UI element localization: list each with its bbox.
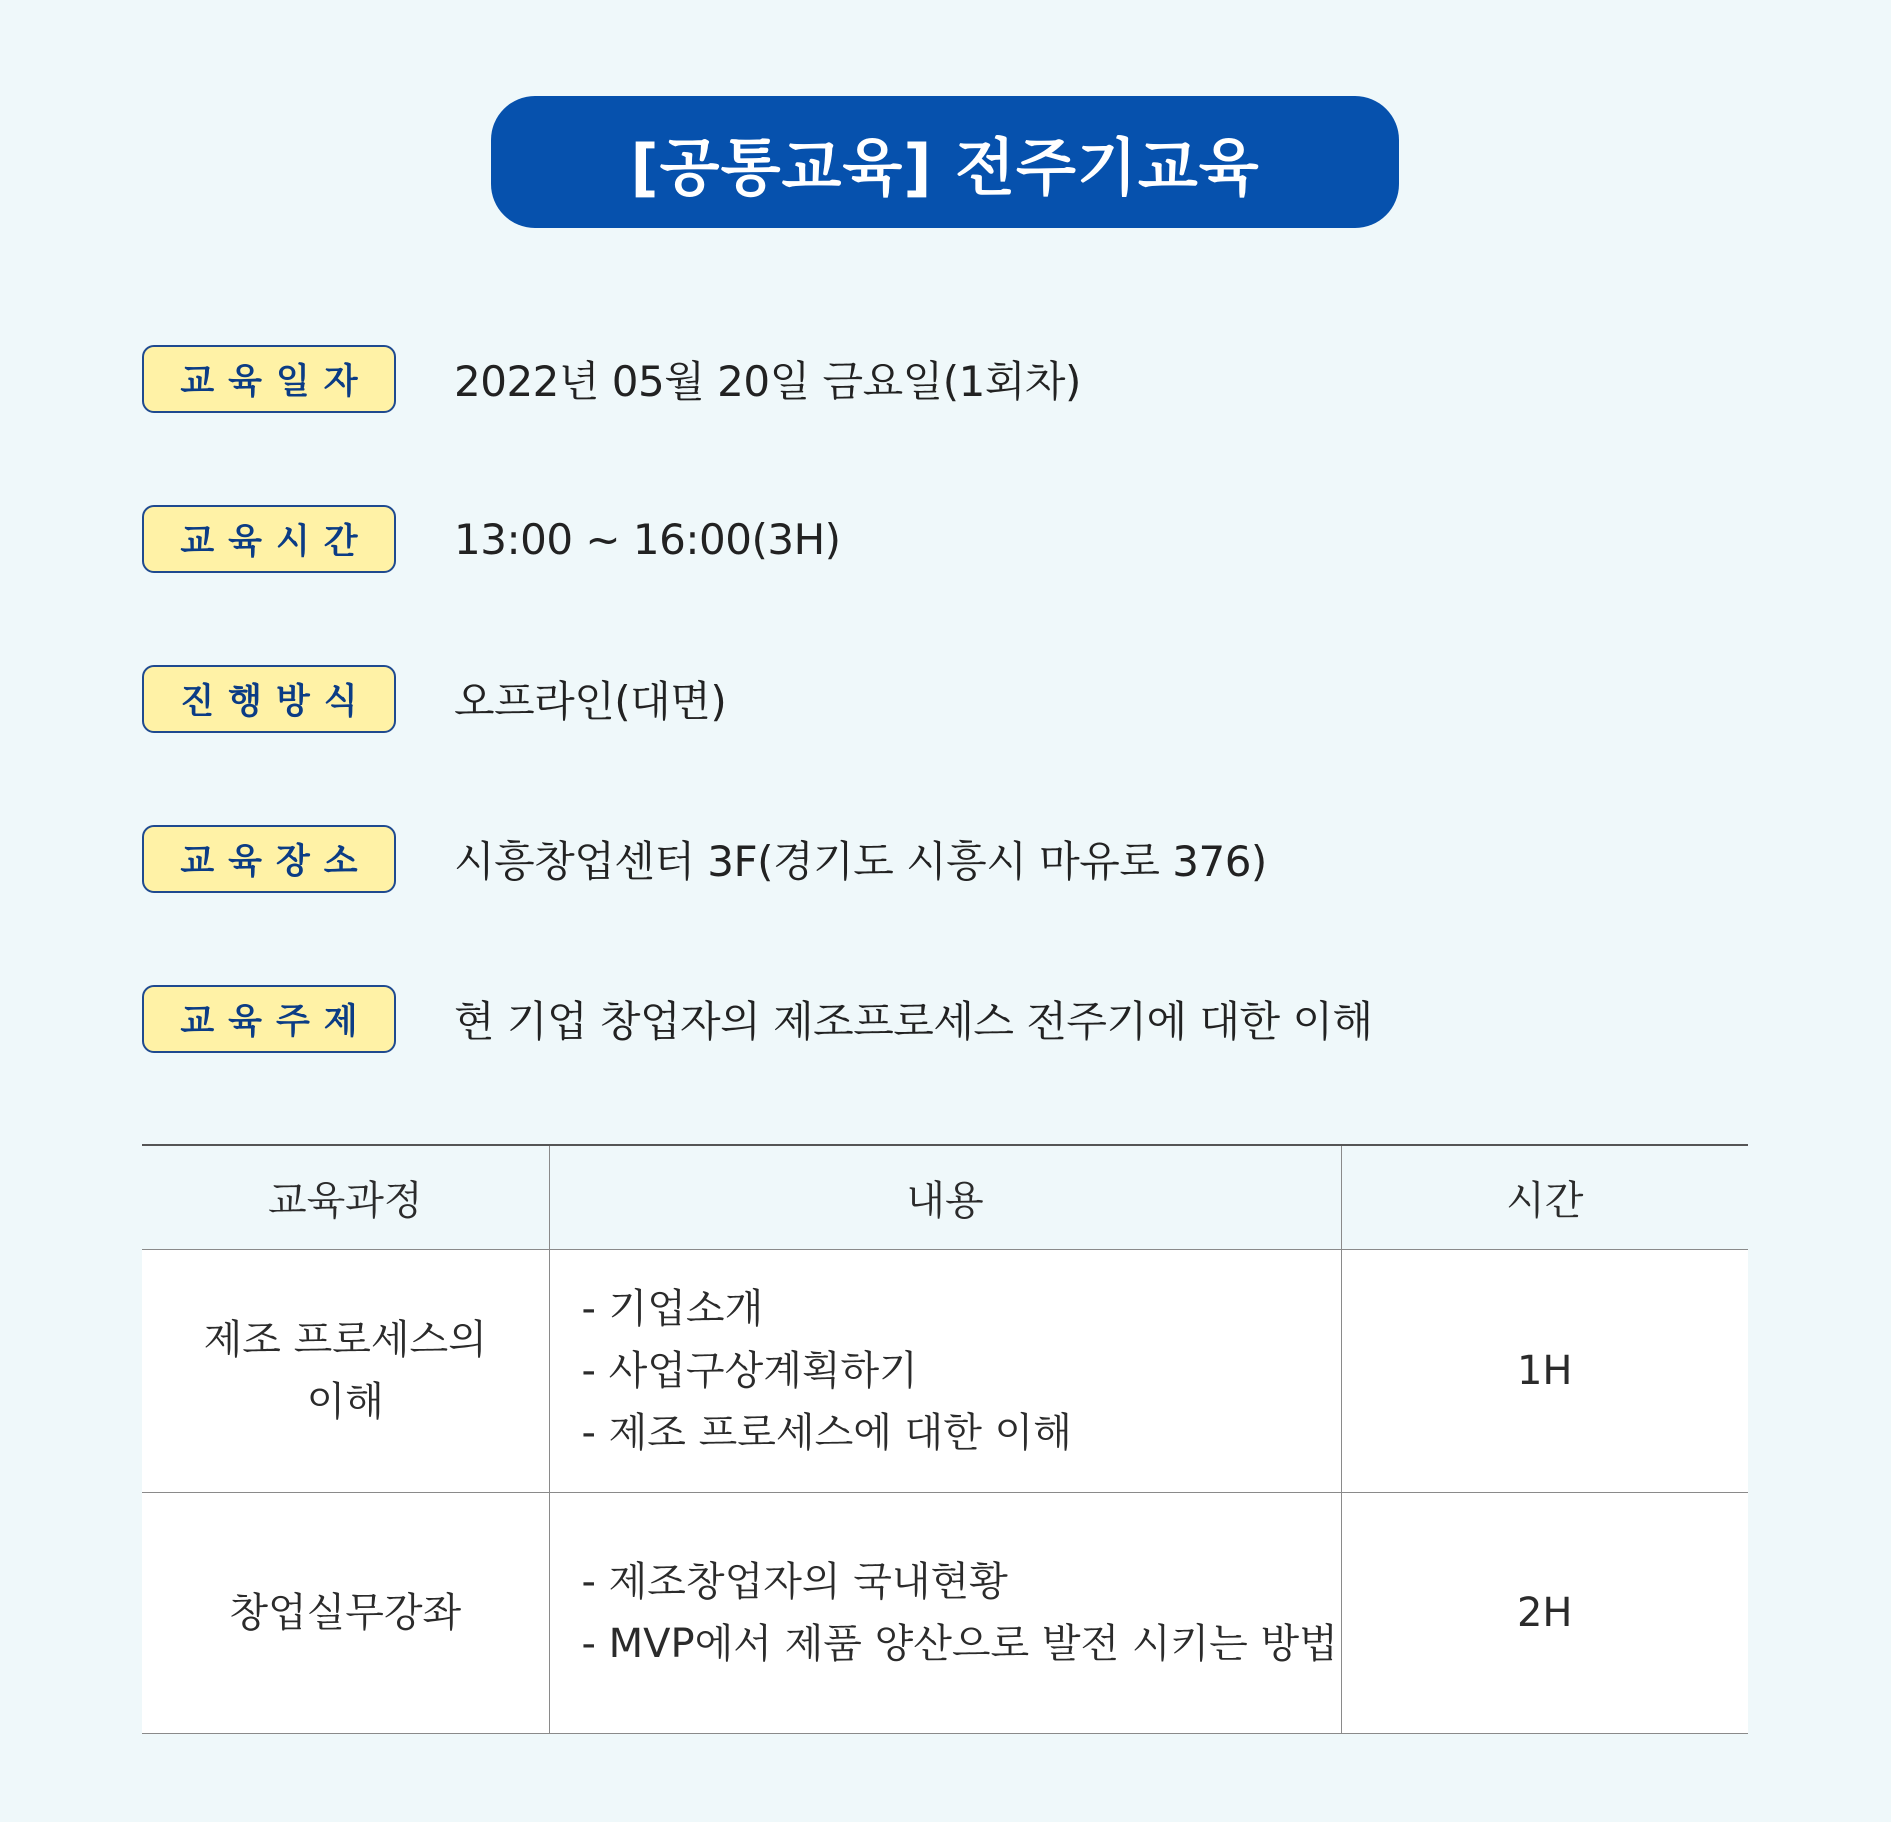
table-row [142, 1493, 1748, 1734]
content-item: - 제조 프로세스에 대한 이해 [581, 1410, 1072, 1456]
info-label-topic: 교육주제 [142, 985, 396, 1053]
info-label-location: 교육장소 [142, 825, 396, 893]
info-label-date: 교육일자 [142, 345, 396, 413]
course-name-line: 이해 [306, 1379, 384, 1425]
info-row-date [142, 343, 1742, 415]
course-cell [142, 1250, 549, 1493]
course-name-line: 제조 프로세스의 [203, 1317, 487, 1363]
info-value-time: 13:00 ~ 16:00(3H) [454, 514, 841, 564]
page-title: [공통교육] 전주기교육 [630, 130, 1260, 204]
info-row-method [142, 663, 1742, 735]
info-row-time [142, 503, 1742, 575]
info-label-method: 진행방식 [142, 665, 396, 733]
content-item: - MVP에서 제품 양산으로 발전 시키는 방법 [581, 1621, 1338, 1667]
content-item: - 제조창업자의 국내현황 [581, 1559, 1008, 1605]
info-value-location: 시흥창업센터 3F(경기도 시흥시 마유로 376) [454, 837, 1267, 886]
column-header-content: 내용 [549, 1145, 1341, 1250]
time-cell: 1H [1341, 1250, 1748, 1493]
info-row-location [142, 823, 1742, 895]
info-label-time: 교육시간 [142, 505, 396, 573]
info-row-topic [142, 983, 1742, 1055]
info-value-topic: 현 기업 창업자의 제조프로세스 전주기에 대한 이해 [454, 997, 1373, 1046]
content-cell [549, 1493, 1341, 1734]
column-header-course: 교육과정 [267, 1178, 423, 1224]
content-cell [549, 1250, 1341, 1493]
info-value-method: 오프라인(대면) [454, 677, 727, 726]
table-header-row [142, 1145, 1748, 1250]
time-cell: 2H [1341, 1493, 1748, 1734]
title-banner [491, 96, 1399, 228]
course-name-line: 창업실무강좌 [229, 1590, 462, 1636]
content-item: - 사업구상계획하기 [581, 1348, 918, 1394]
info-list [142, 343, 1742, 1143]
course-cell [142, 1493, 549, 1734]
column-header-time: 시간 [1341, 1145, 1748, 1250]
content-item: - 기업소개 [581, 1286, 764, 1332]
table-row [142, 1250, 1748, 1493]
info-value-date: 2022년 05월 20일 금요일(1회차) [454, 357, 1081, 406]
curriculum-table [142, 1144, 1748, 1734]
